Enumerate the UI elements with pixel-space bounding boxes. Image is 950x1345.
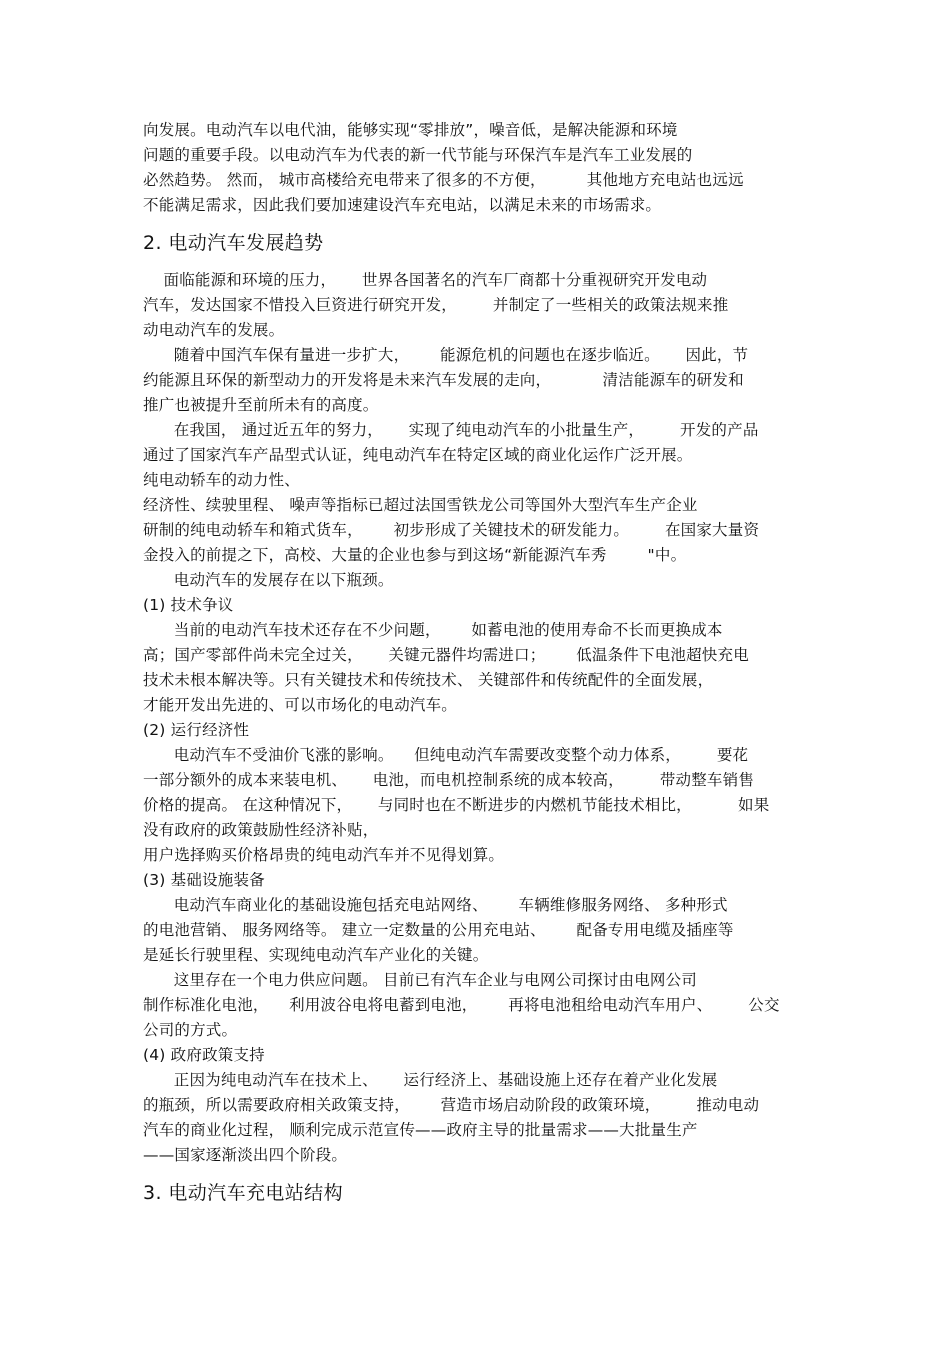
body-text-line: 面临能源和环境的压力， 世界各国著名的汽车厂商都十分重视研究开发电动	[143, 271, 708, 289]
body-text-line: 随着中国汽车保有量进一步扩大， 能源危机的问题也在逐步临近。 因此，节	[143, 346, 749, 364]
body-text-line: ——国家逐渐淡出四个阶段。	[143, 1146, 348, 1164]
body-text-line: 问题的重要手段。以电动汽车为代表的新一代节能与环保汽车是汽车工业发展的	[143, 146, 693, 164]
body-text-line: 纯电动轿车的动力性、	[143, 471, 301, 489]
body-text-line: 的电池营销、 服务网络等。 建立一定数量的公用充电站、 配备专用电缆及插座等	[143, 921, 734, 939]
body-text-line: 高；国产零部件尚未完全过关， 关键元器件均需进口； 低温条件下电池超快充电	[143, 646, 749, 664]
body-text-line: 研制的纯电动轿车和箱式货车， 初步形成了关键技术的研发能力。 在国家大量资	[143, 521, 760, 539]
body-text-line: 用户选择购买价格昂贵的纯电动汽车并不见得划算。	[143, 846, 505, 864]
body-text-line: 价格的提高。 在这种情况下， 与同时也在不断进步的内燃机节能技术相比， 如果	[143, 796, 770, 814]
subsection-heading: (3) 基础设施装备	[143, 871, 265, 889]
subsection-heading: (2) 运行经济性	[143, 721, 250, 739]
body-text-line: 一部分额外的成本来装电机、 电池，而电机控制系统的成本较高， 带动整车销售	[143, 771, 755, 789]
body-text-line: 电动汽车商业化的基础设施包括充电站网络、 车辆维修服务网络、 多种形式	[143, 896, 728, 914]
section-heading: 3. 电动汽车充电站结构	[143, 1182, 343, 1204]
body-text-line: 的瓶颈，所以需要政府相关政策支持， 营造市场启动阶段的政策环境， 推动电动	[143, 1096, 760, 1114]
body-text-line: 当前的电动汽车技术还存在不少问题， 如蓄电池的使用寿命不长而更换成本	[143, 621, 723, 639]
subsection-heading: (4) 政府政策支持	[143, 1046, 265, 1064]
body-text-line: 汽车，发达国家不惜投入巨资进行研究开发， 并制定了一些相关的政策法规来推	[143, 296, 729, 314]
body-text-line: 汽车的商业化过程， 顺利完成示范宣传——政府主导的批量需求——大批量生产	[143, 1121, 698, 1139]
body-text-line: 推广也被提升至前所未有的高度。	[143, 396, 379, 414]
body-text-line: 约能源且环保的新型动力的开发将是未来汽车发展的走向， 清洁能源车的研发和	[143, 371, 744, 389]
section-heading: 2. 电动汽车发展趋势	[143, 232, 324, 254]
body-text-line: 制作标准化电池， 利用波谷电将电蓄到电池， 再将电池租给电动汽车用户、 公交	[143, 996, 780, 1014]
body-text-line: 动电动汽车的发展。	[143, 321, 285, 339]
body-text-line: 才能开发出先进的、可以市场化的电动汽车。	[143, 696, 458, 714]
body-text-line: 必然趋势。 然而， 城市高楼给充电带来了很多的不方便， 其他地方充电站也远远	[143, 171, 744, 189]
body-text-line: 经济性、续驶里程、 噪声等指标已超过法国雪铁龙公司等国外大型汽车生产企业	[143, 496, 698, 514]
body-text-line: 通过了国家汽车产品型式认证，纯电动汽车在特定区域的商业化运作广泛开展。	[143, 446, 693, 464]
body-text-line: 公司的方式。	[143, 1021, 238, 1039]
body-text-line: 电动汽车的发展存在以下瓶颈。	[143, 571, 394, 589]
body-text-line: 正因为纯电动汽车在技术上、 运行经济上、基础设施上还存在着产业化发展	[143, 1071, 718, 1089]
body-text-line: 技术未根本解决等。只有关键技术和传统技术、 关键部件和传统配件的全面发展，	[143, 671, 714, 689]
body-text-line: 向发展。电动汽车以电代油，能够实现“零排放”，噪音低，是解决能源和环境	[143, 121, 678, 139]
body-text-line: 不能满足需求，因此我们要加速建设汽车充电站，以满足未来的市场需求。	[143, 196, 662, 214]
body-text-line: 电动汽车不受油价飞涨的影响。 但纯电动汽车需要改变整个动力体系， 要花	[143, 746, 749, 764]
body-text-line: 金投入的前提之下，高校、大量的企业也参与到这场“新能源汽车秀 "中。	[143, 546, 687, 564]
body-text-line: 这里存在一个电力供应问题。 目前已有汽车企业与电网公司探讨由电网公司	[143, 971, 697, 989]
body-text-line: 没有政府的政策鼓励性经济补贴，	[143, 821, 379, 839]
body-text-line: 在我国， 通过近五年的努力， 实现了纯电动汽车的小批量生产， 开发的产品	[143, 421, 759, 439]
body-text-line: 是延长行驶里程、实现纯电动汽车产业化的关键。	[143, 946, 489, 964]
subsection-heading: (1) 技术争议	[143, 596, 234, 614]
